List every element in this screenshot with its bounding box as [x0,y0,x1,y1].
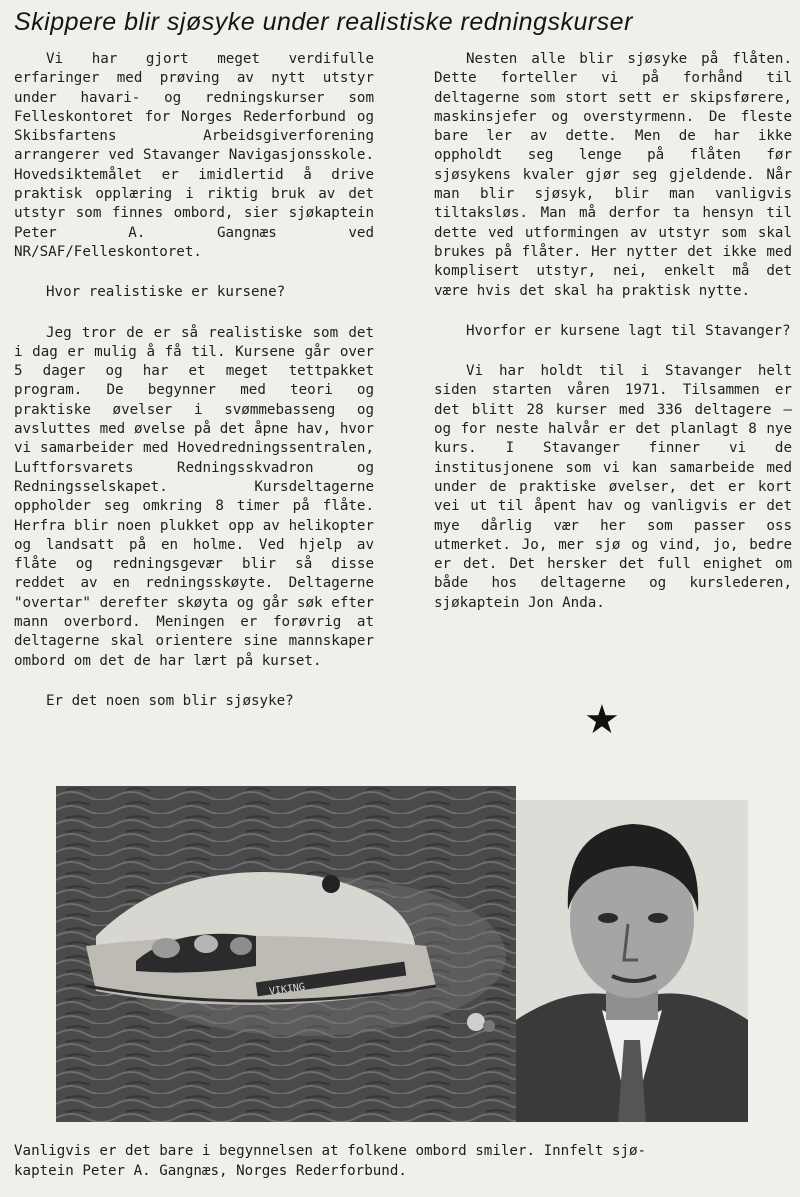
caption-line-2: kaptein Peter A. Gangnæs, Norges Rederforbund. [14,1163,407,1179]
caption-line-1: Vanligvis er det bare i begynnelsen at folkene ombord smiler. Innfelt sjø- [14,1143,647,1159]
photo-caption [14,1141,784,1181]
portrait-photo [516,800,748,1122]
question-realism: Hvor realistiske er kursene? [46,284,286,301]
paragraph-answer-seasick: Nesten alle blir sjøsyke på flåten. Dette forteller vi på forhånd til deltagerne som stort sett er skipsførere, maskinsjefer og overstyrmenn. De fleste bare ler av dette. Men de har ikke oppholdt seg lenge på flåten før sjøsykens kvaler gjør seg gjeldende. Når man blir sjøsyk, blir man vanligvis tiltaksløs. Man må derfor ta hensyn til dette ved utformingen av utstyr som skal brukes på flåter. Her nytter det ikke med komplisert utstyr, nei, enkelt må det være hvis det skal ha praktisk nytte. [434,51,792,299]
liferaft-photo [56,786,516,1122]
star-icon: ★ [584,697,620,743]
left-column [14,50,374,732]
portrait-photo-graphic [516,800,748,1122]
paragraph-answer-realism: Jeg tror de er så realistiske som det i dag er mulig å få til. Kursene går over 5 dager og har et meget tettpakket program. De begynner med teori og praktiske øvelser i svømmebasseng og avsluttes med øvelse på det åpne hav, hvor vi samarbeider med Hovedredningssentralen, Luftforsvarets Redningsskvadron og Redningsselskapet. Kursdeltagerne oppholder seg omkring 8 timer på flåte. Herfra blir noen plukket opp av helikopter og landsatt på en holme. Ved hjelp av flåte og redningsgevær blir så disse reddet av en redningsskøyte. Deltagerne "overtar" derefter skøyta og går søk efter mann overbord. Meningen er forøvrig at deltagerne skal orientere sine mannskaper ombord om det de har lært på kurset. [14,324,374,669]
paragraph-answer-stavanger: Vi har holdt til i Stavanger helt siden starten våren 1971. Tilsammen er det blitt 28 kurser med 336 deltagere – og for neste halvår er det planlagt 8 nye kurs. I Stavanger finner vi de institusjonene som vi kan samarbeide med under de praktiske øvelser, det er kort vei ut til åpent hav og vanligvis er det mye dårlig vær her som passer oss utmerket. Jo, mer sjø og vind, jo, bedre er det. Det hersker det full enighet om både hos deltagerne og kurslederen, sjøkaptein Jon Anda. [434,363,792,611]
question-seasick: Er det noen som blir sjøsyke? [46,692,294,709]
paragraph-intro: Vi har gjort meget verdifulle erfaringer med prøving av nytt utstyr under havari- og redningskurser som Felleskontoret for Norges Rederforbund og Skibsfartens Arbeidsgiverforening arrangerer ved Stavanger Navigasjonsskole. Hovedsiktemålet er imidlertid å drive praktisk opplæring i riktig bruk av det utstyr som finnes ombord, sier sjøkaptein Peter A. Gangnæs ved NR/SAF/Felleskontoret. [14,51,374,260]
liferaft-photo-graphic [56,786,516,1122]
right-column [434,50,792,634]
article-title: Skippere blir sjøsyke under realistiske redningskurser [14,8,633,36]
raft-label: VIKING [268,981,306,998]
question-stavanger: Hvorfor er kursene lagt til Stavanger? [466,322,791,339]
